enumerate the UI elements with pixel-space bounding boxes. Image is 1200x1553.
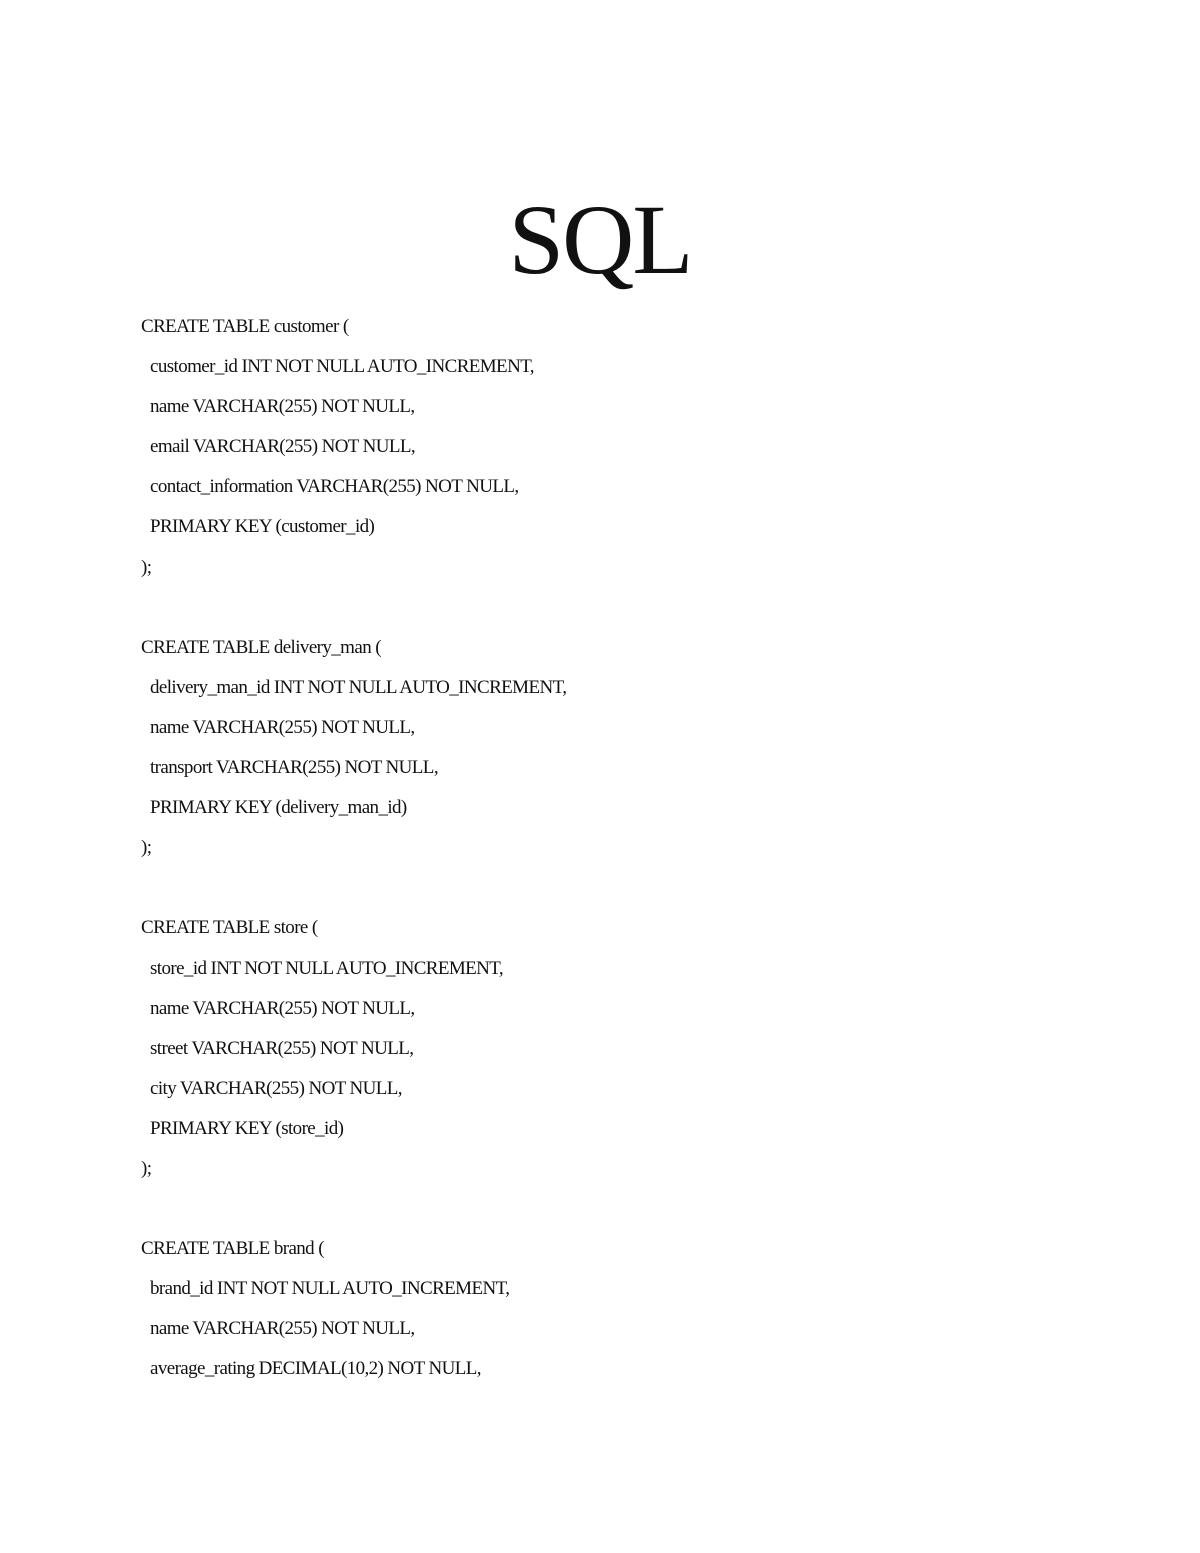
code-line: CREATE TABLE delivery_man (: [141, 636, 381, 658]
code-line: name VARCHAR(255) NOT NULL,: [150, 716, 415, 738]
code-line: city VARCHAR(255) NOT NULL,: [150, 1077, 402, 1099]
code-line: name VARCHAR(255) NOT NULL,: [150, 396, 415, 418]
code-line: transport VARCHAR(255) NOT NULL,: [150, 757, 438, 779]
blank-line: [141, 588, 1141, 628]
code-line: PRIMARY KEY (store_id): [150, 1117, 344, 1139]
code-line: average_rating DECIMAL(10,2) NOT NULL,: [150, 1358, 481, 1380]
code-line: delivery_man_id INT NOT NULL AUTO_INCREMENT,: [150, 676, 567, 698]
code-line: store_id INT NOT NULL AUTO_INCREMENT,: [150, 957, 504, 979]
code-line: );: [141, 1157, 152, 1179]
code-line: name VARCHAR(255) NOT NULL,: [150, 997, 415, 1019]
code-line: PRIMARY KEY (customer_id): [150, 516, 375, 538]
code-line: );: [141, 556, 152, 578]
code-line: CREATE TABLE brand (: [141, 1238, 324, 1260]
blank-line: [141, 868, 1141, 908]
code-line: CREATE TABLE store (: [141, 917, 318, 939]
code-line: );: [141, 837, 152, 859]
code-line: contact_information VARCHAR(255) NOT NULL,: [150, 476, 519, 498]
code-line: street VARCHAR(255) NOT NULL,: [150, 1037, 414, 1059]
code-line: CREATE TABLE customer (: [141, 316, 349, 337]
code-line: customer_id INT NOT NULL AUTO_INCREMENT,: [150, 356, 534, 378]
blank-line: [141, 1189, 1141, 1229]
code-line: name VARCHAR(255) NOT NULL,: [150, 1318, 415, 1340]
sql-code-block: [141, 307, 1141, 1390]
code-line: email VARCHAR(255) NOT NULL,: [150, 436, 416, 458]
document-title: SQL: [508, 184, 692, 295]
code-line: brand_id INT NOT NULL AUTO_INCREMENT,: [150, 1278, 510, 1300]
code-line: PRIMARY KEY (delivery_man_id): [150, 797, 407, 819]
